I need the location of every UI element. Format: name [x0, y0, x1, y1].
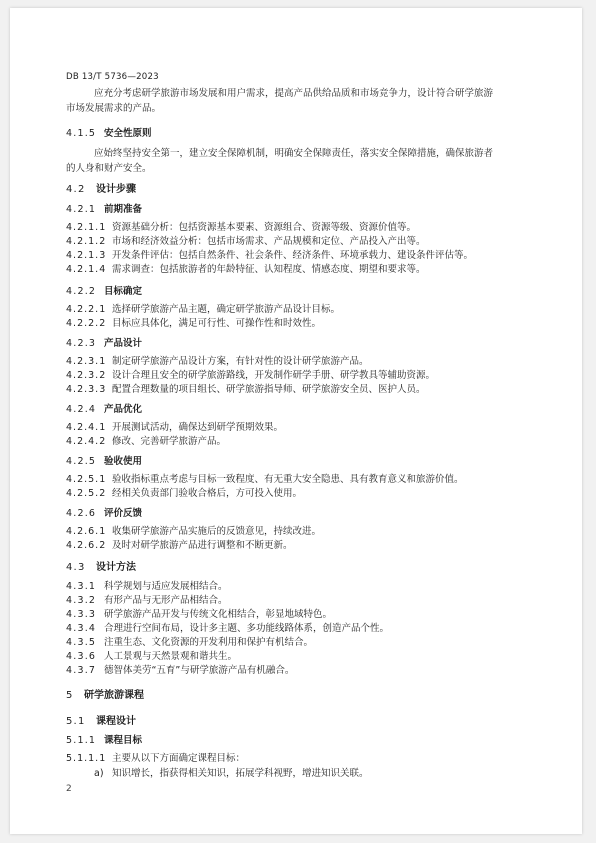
list-item	[66, 609, 332, 621]
section-title: 设计方法	[96, 562, 136, 573]
item-number: 5.1.1.1	[66, 753, 107, 764]
item-number: 4.2.5.2	[66, 488, 107, 499]
chapter-number: 5	[66, 690, 73, 701]
item-number: 4.3.2	[66, 595, 97, 606]
clause-heading	[66, 735, 142, 747]
document-code: DB 13/T 5736—2023	[66, 72, 159, 82]
section-number: 5.1	[66, 716, 86, 727]
section-title: 设计步骤	[96, 184, 136, 195]
item-number: 4.3.1	[66, 581, 97, 592]
list-item	[66, 623, 389, 635]
clause-number: 4.2.4	[66, 404, 97, 415]
item-text: 主要从以下方面确定课程目标：	[112, 753, 246, 764]
list-item	[66, 526, 321, 538]
item-number: 4.2.1.4	[66, 264, 107, 275]
section-title: 课程设计	[96, 716, 136, 727]
item-number: 4.3.6	[66, 651, 97, 662]
item-text: 经相关负责部门验收合格后，方可投入使用。	[112, 488, 303, 499]
list-item	[66, 540, 293, 552]
list-item	[66, 474, 464, 486]
clause-heading	[66, 338, 142, 350]
item-number: 4.2.1.3	[66, 250, 107, 261]
clause-title: 验收使用	[104, 456, 143, 467]
item-number: 4.3.4	[66, 623, 97, 634]
list-item	[66, 753, 245, 765]
item-text: 目标应具体化，满足可行性、可操作性和时效性。	[112, 318, 322, 329]
clause-title: 前期准备	[104, 204, 143, 215]
section-heading	[66, 562, 136, 574]
clause-number: 4.2.2	[66, 286, 97, 297]
clause-title: 课程目标	[104, 735, 143, 746]
clause-heading	[66, 128, 152, 140]
item-number: 4.2.3.1	[66, 356, 107, 367]
chapter-title: 研学旅游课程	[84, 690, 144, 701]
clause-heading	[66, 404, 142, 416]
paragraph-line: 市场发展需求的产品。	[66, 103, 162, 114]
item-text: 有形产品与无形产品相结合。	[104, 595, 228, 606]
item-number: 4.2.1.2	[66, 236, 107, 247]
list-item	[66, 304, 340, 316]
clause-number: 4.2.1	[66, 204, 97, 215]
list-item	[66, 651, 237, 663]
item-text: 需求调查：包括旅游者的年龄特征、认知程度、情感态度、期望和要求等。	[112, 264, 426, 275]
list-item	[66, 384, 426, 396]
list-item	[66, 595, 228, 607]
item-text: 合理进行空间布局，设计多主题、多功能线路体系，创造产品个性。	[104, 623, 390, 634]
chapter-heading	[66, 690, 144, 702]
item-number: 4.3.7	[66, 665, 97, 676]
item-number: 4.2.6.2	[66, 540, 107, 551]
list-item	[66, 318, 321, 330]
item-text: 设计合理且安全的研学旅游路线，开发制作研学手册、研学教具等辅助资源。	[112, 370, 436, 381]
list-item	[66, 370, 435, 382]
item-text: 验收指标重点考虑与目标一致程度、有无重大安全隐患、具有教育意义和旅游价值。	[112, 474, 464, 485]
item-text: 研学旅游产品开发与传统文化相结合，彰显地域特色。	[104, 609, 333, 620]
clause-number: 5.1.1	[66, 735, 97, 746]
item-text: 知识增长，指获得相关知识，拓展学科视野，增进知识关联。	[112, 768, 369, 779]
clause-title: 安全性原则	[104, 128, 152, 139]
item-number: 4.2.4.1	[66, 422, 107, 433]
list-item	[66, 488, 302, 500]
page-number: 2	[66, 784, 72, 794]
item-text: 及时对研学旅游产品进行调整和不断更新。	[112, 540, 293, 551]
list-item	[66, 436, 226, 448]
list-item	[94, 768, 369, 780]
list-item	[66, 264, 426, 276]
clause-title: 产品设计	[104, 338, 143, 349]
clause-heading	[66, 286, 142, 298]
clause-number: 4.2.5	[66, 456, 97, 467]
item-number: 4.2.3.3	[66, 384, 107, 395]
clause-number: 4.2.3	[66, 338, 97, 349]
list-item	[66, 222, 416, 234]
item-text: 人工景观与天然景观和谐共生。	[104, 651, 238, 662]
list-item	[66, 637, 313, 649]
clause-number: 4.1.5	[66, 128, 97, 139]
section-number: 4.2	[66, 184, 86, 195]
clause-title: 产品优化	[104, 404, 143, 415]
clause-heading	[66, 456, 142, 468]
clause-heading	[66, 204, 142, 216]
item-marker: a)	[94, 768, 104, 779]
clause-title: 目标确定	[104, 286, 143, 297]
list-item	[66, 581, 228, 593]
list-item	[66, 236, 426, 248]
section-number: 4.3	[66, 562, 86, 573]
item-number: 4.2.2.1	[66, 304, 107, 315]
item-text: 市场和经济效益分析：包括市场需求、产品规模和定位、产品投入产出等。	[112, 236, 426, 247]
item-text: 资源基础分析：包括资源基本要素、资源组合、资源等级、资源价值等。	[112, 222, 417, 233]
item-text: 选择研学旅游产品主题，确定研学旅游产品设计目标。	[112, 304, 341, 315]
item-number: 4.2.6.1	[66, 526, 107, 537]
section-heading	[66, 184, 136, 196]
item-text: 收集研学旅游产品实施后的反馈意见，持续改进。	[112, 526, 322, 537]
item-text: 开发条件评估：包括自然条件、社会条件、经济条件、环境承载力、建设条件评估等。	[112, 250, 474, 261]
list-item	[66, 422, 283, 434]
paragraph-line: 应充分考虑研学旅游市场发展和用户需求，提高产品供给品质和市场竞争力，设计符合研学旅游	[94, 88, 494, 99]
item-number: 4.2.4.2	[66, 436, 107, 447]
item-number: 4.2.1.1	[66, 222, 107, 233]
list-item	[66, 356, 369, 368]
section-heading	[66, 716, 136, 728]
item-number: 4.2.5.1	[66, 474, 107, 485]
document-page	[10, 8, 582, 834]
paragraph-line: 的人身和财产安全。	[66, 163, 152, 174]
list-item	[66, 665, 294, 677]
paragraph-line: 应始终坚持安全第一，建立安全保障机制，明确安全保障责任，落实安全保障措施，确保旅游者	[94, 148, 494, 159]
clause-heading	[66, 508, 142, 520]
clause-number: 4.2.6	[66, 508, 97, 519]
item-text: 科学规划与适应发展相结合。	[104, 581, 228, 592]
item-text: 修改、完善研学旅游产品。	[112, 436, 227, 447]
item-text: 注重生态、文化资源的开发利用和保护有机结合。	[104, 637, 314, 648]
item-text: 制定研学旅游产品设计方案，有针对性的设计研学旅游产品。	[112, 356, 369, 367]
item-number: 4.2.2.2	[66, 318, 107, 329]
item-number: 4.2.3.2	[66, 370, 107, 381]
item-number: 4.3.3	[66, 609, 97, 620]
item-number: 4.3.5	[66, 637, 97, 648]
item-text: 德智体美劳“五育”与研学旅游产品有机融合。	[104, 665, 295, 676]
list-item	[66, 250, 473, 262]
clause-title: 评价反馈	[104, 508, 143, 519]
item-text: 配置合理数量的项目组长、研学旅游指导师、研学旅游安全员、医护人员。	[112, 384, 426, 395]
item-text: 开展测试活动，确保达到研学预期效果。	[112, 422, 284, 433]
